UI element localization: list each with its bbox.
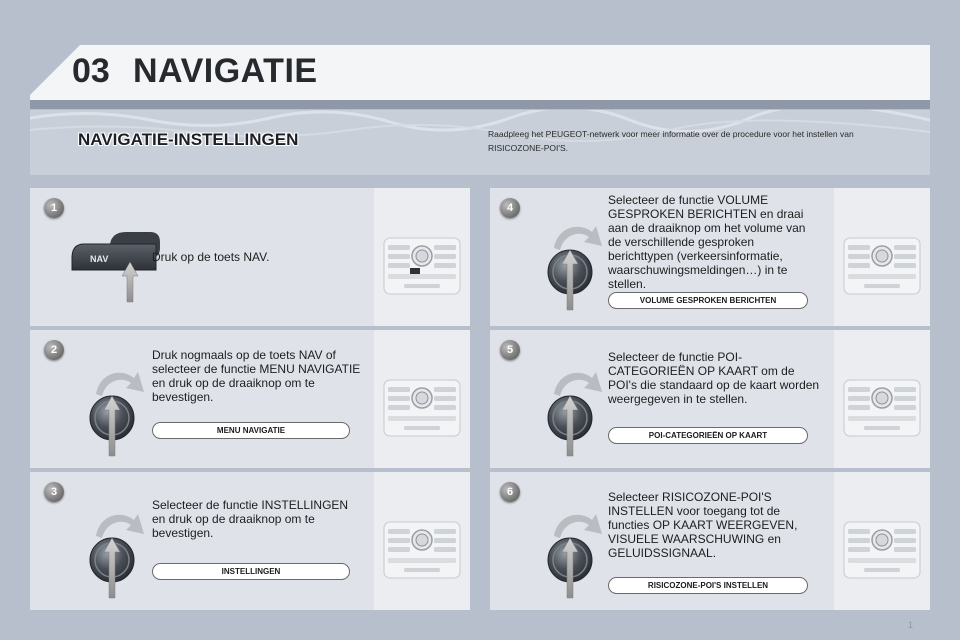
page-title: NAVIGATIE — [133, 52, 318, 90]
device-area — [374, 188, 470, 326]
rotary-knob-icon — [540, 212, 616, 312]
step-number-badge: 1 — [44, 198, 64, 218]
step-instruction: Druk nogmaals op de toets NAV of selecteer de functie MENU NAVIGATIE en druk op de draaiknop om te bevestigen. — [152, 348, 361, 404]
rotary-knob-icon — [540, 500, 616, 600]
page-number: 1 — [908, 620, 914, 630]
radio-unit-icon — [382, 374, 462, 444]
device-area — [834, 330, 930, 468]
step-number-badge: 2 — [44, 340, 64, 360]
intro-text: Raadpleeg het PEUGEOT-netwerk voor meer informatie over de procedure voor het instellen van RISICOZONE-POI'S. — [488, 129, 854, 153]
section-title: NAVIGATIE-INSTELLINGEN — [78, 130, 299, 149]
device-area — [374, 330, 470, 468]
menu-label: VOLUME GESPROKEN BERICHTEN — [608, 292, 808, 309]
step-number-badge: 6 — [500, 482, 520, 502]
svg-text:NAV: NAV — [90, 254, 109, 264]
step-panel-5 — [490, 330, 930, 468]
step-number-badge: 4 — [500, 198, 520, 218]
nav-button-icon — [70, 230, 166, 304]
rotary-knob-icon — [540, 358, 616, 458]
menu-label: POI-CATEGORIEËN OP KAART — [608, 427, 808, 444]
step-instruction: Selecteer RISICOZONE-POI'S INSTELLEN voor toegang tot de functies OP KAART WEERGEVEN, VISUELE WAARSCHUWING en GELUIDSSIGNAAL. — [608, 490, 798, 560]
step-panel-2 — [30, 330, 470, 468]
rotary-knob-icon — [82, 358, 158, 458]
header-divider — [30, 100, 930, 109]
step-panel-1 — [30, 188, 470, 326]
radio-unit-icon — [382, 232, 462, 302]
menu-label: INSTELLINGEN — [152, 563, 350, 580]
step-number-badge: 5 — [500, 340, 520, 360]
menu-label: MENU NAVIGATIE — [152, 422, 350, 439]
radio-unit-icon — [842, 232, 922, 302]
step-number-badge: 3 — [44, 482, 64, 502]
device-area — [834, 188, 930, 326]
step-instruction: Selecteer de functie VOLUME GESPROKEN BERICHTEN en draai aan de draaiknop om het volume van de verschillende gesproken berichttypen (verkeersinformatie, waarschuwingsmeldingen…) in te stellen. — [608, 193, 806, 291]
radio-unit-icon — [382, 516, 462, 586]
rotary-knob-icon — [82, 500, 158, 600]
step-panel-3 — [30, 472, 470, 610]
radio-unit-icon — [842, 516, 922, 586]
device-area — [834, 472, 930, 610]
step-instruction: Selecteer de functie INSTELLINGEN en druk op de draaiknop om te bevestigen. — [152, 498, 349, 540]
device-area — [374, 472, 470, 610]
menu-label: RISICOZONE-POI'S INSTELLEN — [608, 577, 808, 594]
step-instruction: Selecteer de functie POI-CATEGORIEËN OP KAART om de POI's die standaard op de kaart worden weergegeven in te stellen. — [608, 350, 820, 406]
step-instruction: Druk op de toets NAV. — [152, 250, 270, 264]
chapter-number: 03 — [72, 52, 110, 90]
radio-unit-icon — [842, 374, 922, 444]
step-panel-4 — [490, 188, 930, 326]
step-panel-6 — [490, 472, 930, 610]
